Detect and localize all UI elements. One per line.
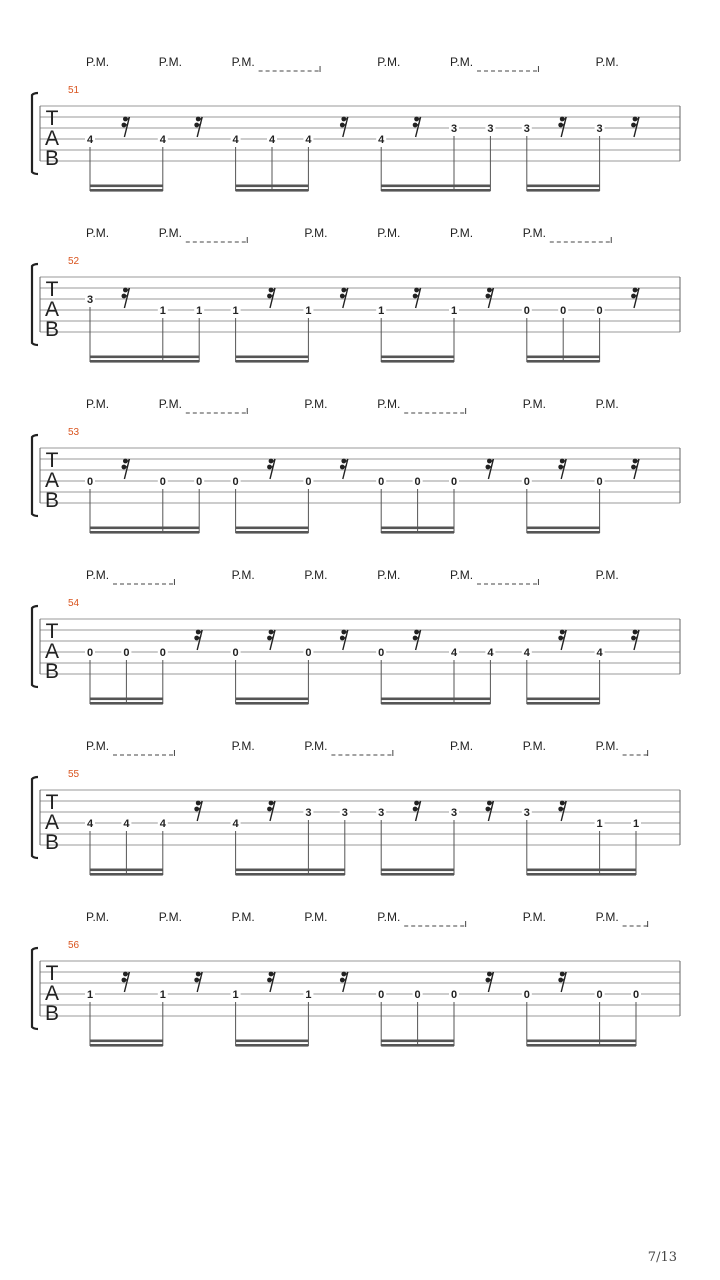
measure-number: 53 [68,427,80,438]
sixteenth-rest [558,630,566,650]
sixteenth-rest [486,459,494,479]
sixteenth-rest [486,972,494,992]
palm-mute-label: P.M. [595,55,619,69]
beam [90,698,163,701]
sixteenth-rest [631,288,639,308]
fret-number: 3 [487,123,494,135]
beam [527,698,600,701]
fret-number: 3 [305,807,312,819]
fret-number: 1 [86,989,94,1001]
beam [236,185,309,188]
tab-clef-t: T [45,107,59,130]
fret-number: 0 [596,305,603,317]
fret-number: 1 [450,305,458,317]
tab-system-53 [32,397,680,534]
palm-mute-label: P.M. [86,226,110,240]
palm-mute-label: P.M. [86,568,110,582]
sixteenth-rest [122,117,130,137]
fret-number: 0 [159,647,166,659]
fret-number: 4 [487,647,494,659]
beam [90,702,163,705]
palm-mute-label: P.M. [231,910,255,924]
fret-number: 4 [159,134,166,146]
beam [381,356,454,359]
beam [236,189,309,192]
palm-mute-label: P.M. [86,739,110,753]
tab-system-54 [32,568,680,705]
palm-mute-label: P.M. [86,910,110,924]
fret-number: 3 [523,123,530,135]
fret-number: 3 [450,123,458,135]
beam [90,873,163,876]
palm-mute-label: P.M. [377,397,401,411]
fret-number: 0 [378,476,385,488]
sixteenth-rest [194,972,202,992]
fret-number: 0 [596,989,603,1001]
tab-system-56 [32,910,680,1047]
palm-mute-label: P.M. [158,910,182,924]
fret-number: 0 [86,476,94,488]
beam [236,698,309,701]
fret-number: 0 [123,647,130,659]
beam [527,1040,636,1043]
tab-clef-b: B [44,660,60,683]
sixteenth-rest [340,972,348,992]
tab-system-55 [32,739,680,876]
fret-number: 1 [159,305,166,317]
fret-number: 4 [450,647,458,659]
tab-clef-a: A [44,640,60,663]
palm-mute-label: P.M. [304,568,328,582]
fret-number: 3 [450,807,458,819]
beam [90,527,199,530]
fret-number: 0 [523,476,530,488]
fret-number: 4 [159,818,166,830]
sixteenth-rest [194,630,202,650]
sixteenth-rest [194,117,202,137]
beam [90,185,163,188]
fret-number: 1 [596,818,603,830]
sixteenth-rest [340,459,348,479]
palm-mute-label: P.M. [304,739,328,753]
palm-mute-label: P.M. [522,739,546,753]
palm-mute-label: P.M. [522,226,546,240]
measure-number: 55 [68,769,80,780]
fret-number: 0 [414,989,421,1001]
palm-mute-label: P.M. [450,55,474,69]
beam [236,531,309,534]
palm-mute-label: P.M. [377,568,401,582]
beam [90,531,199,534]
sixteenth-rest [413,117,421,137]
fret-number: 0 [159,476,166,488]
fret-number: 4 [305,134,312,146]
beam [236,869,345,872]
fret-number: 4 [123,818,130,830]
tab-clef-b: B [44,147,60,170]
sixteenth-rest [631,117,639,137]
fret-number: 3 [341,807,348,819]
sixteenth-rest [340,630,348,650]
beam [381,873,454,876]
fret-number: 1 [232,989,239,1001]
beam [236,1040,309,1043]
beam [381,1044,454,1047]
tab-clef-t: T [45,620,59,643]
beam [527,531,600,534]
sixteenth-rest [267,801,275,821]
beam [236,527,309,530]
palm-mute-label: P.M. [231,739,255,753]
fret-number: 4 [523,647,530,659]
page-number: 7/13 [647,1250,677,1265]
tab-clef-b: B [44,1002,60,1025]
tab-clef-a: A [44,127,60,150]
palm-mute-label: P.M. [86,397,110,411]
palm-mute-label: P.M. [450,568,474,582]
sixteenth-rest [267,630,275,650]
palm-mute-label: P.M. [231,55,255,69]
sixteenth-rest [631,630,639,650]
fret-number: 1 [305,989,312,1001]
palm-mute-label: P.M. [158,226,182,240]
fret-number: 3 [596,123,603,135]
sixteenth-rest [558,117,566,137]
beam [527,360,600,363]
beam [236,356,309,359]
tab-clef-b: B [44,318,60,341]
palm-mute-label: P.M. [595,739,619,753]
beam [527,189,600,192]
beam [381,702,490,705]
palm-mute-label: P.M. [377,910,401,924]
palm-mute-label: P.M. [158,397,182,411]
system-bracket [32,606,38,687]
palm-mute-label: P.M. [377,55,401,69]
sixteenth-rest [558,972,566,992]
palm-mute-label: P.M. [450,226,474,240]
palm-mute-label: P.M. [304,910,328,924]
palm-mute-label: P.M. [595,910,619,924]
beam [381,527,454,530]
palm-mute-label: P.M. [158,55,182,69]
beam [381,869,454,872]
tab-clef-a: A [44,982,60,1005]
sixteenth-rest [267,459,275,479]
beam [527,873,636,876]
fret-number: 4 [378,134,385,146]
sixteenth-rest [631,459,639,479]
beam [527,356,600,359]
palm-mute-label: P.M. [231,568,255,582]
system-bracket [32,93,38,174]
beam [527,702,600,705]
sixteenth-rest [413,801,421,821]
fret-number: 0 [560,305,567,317]
fret-number: 1 [378,305,385,317]
fret-number: 1 [159,989,166,1001]
beam [90,189,163,192]
tab-clef-t: T [45,449,59,472]
beam [236,1044,309,1047]
beam [381,698,490,701]
system-bracket [32,948,38,1029]
tab-clef-t: T [45,962,59,985]
sixteenth-rest [486,801,494,821]
tab-clef-a: A [44,298,60,321]
sixteenth-rest [413,288,421,308]
fret-number: 0 [596,476,603,488]
fret-number: 1 [305,305,312,317]
fret-number: 4 [86,818,94,830]
fret-number: 3 [523,807,530,819]
fret-number: 1 [632,818,640,830]
measure-number: 54 [68,598,80,609]
beam [381,1040,454,1043]
palm-mute-label: P.M. [595,397,619,411]
palm-mute-label: P.M. [86,55,110,69]
fret-number: 0 [378,989,385,1001]
fret-number: 0 [305,647,312,659]
fret-number: 1 [196,305,203,317]
beam [90,356,199,359]
sixteenth-rest [267,288,275,308]
fret-number: 4 [86,134,94,146]
palm-mute-label: P.M. [522,397,546,411]
tab-system-51 [32,55,680,192]
sixteenth-rest [122,288,130,308]
palm-mute-label: P.M. [377,226,401,240]
beam [381,185,490,188]
sixteenth-rest [122,972,130,992]
tab-clef-b: B [44,489,60,512]
tab-clef-a: A [44,469,60,492]
system-bracket [32,435,38,516]
beam [527,1044,636,1047]
fret-number: 4 [232,134,239,146]
beam [381,360,454,363]
beam [90,869,163,872]
fret-number: 3 [86,294,94,306]
beam [527,527,600,530]
fret-number: 0 [86,647,94,659]
sixteenth-rest [122,459,130,479]
fret-number: 0 [450,989,458,1001]
measure-number: 51 [68,85,80,96]
system-bracket [32,777,38,858]
sixteenth-rest [558,801,566,821]
palm-mute-label: P.M. [304,397,328,411]
palm-mute-label: P.M. [595,568,619,582]
sixteenth-rest [558,459,566,479]
beam [236,702,309,705]
tab-clef-t: T [45,278,59,301]
sixteenth-rest [340,117,348,137]
measure-number: 52 [68,256,80,267]
palm-mute-label: P.M. [304,226,328,240]
beam [90,1040,163,1043]
tab-clef-b: B [44,831,60,854]
fret-number: 3 [378,807,385,819]
fret-number: 0 [232,647,239,659]
beam [527,185,600,188]
fret-number: 0 [232,476,239,488]
fret-number: 0 [305,476,312,488]
fret-number: 0 [450,476,458,488]
fret-number: 0 [632,989,640,1001]
fret-number: 0 [378,647,385,659]
fret-number: 4 [268,134,276,146]
measure-number: 56 [68,940,80,951]
beam [236,360,309,363]
sixteenth-rest [194,801,202,821]
sixteenth-rest [486,288,494,308]
sixteenth-rest [267,972,275,992]
system-bracket [32,264,38,345]
sixteenth-rest [340,288,348,308]
tab-clef-a: A [44,811,60,834]
tab-clef-t: T [45,791,59,814]
fret-number: 0 [523,305,530,317]
fret-number: 4 [232,818,239,830]
beam [236,873,345,876]
fret-number: 4 [596,647,603,659]
fret-number: 0 [523,989,530,1001]
beam [381,189,490,192]
beam [381,531,454,534]
fret-number: 0 [414,476,421,488]
fret-number: 0 [196,476,203,488]
fret-number: 1 [232,305,239,317]
beam [527,869,636,872]
beam [90,360,199,363]
palm-mute-label: P.M. [522,910,546,924]
tab-system-52 [32,226,680,363]
sixteenth-rest [413,630,421,650]
beam [90,1044,163,1047]
palm-mute-label: P.M. [450,739,474,753]
